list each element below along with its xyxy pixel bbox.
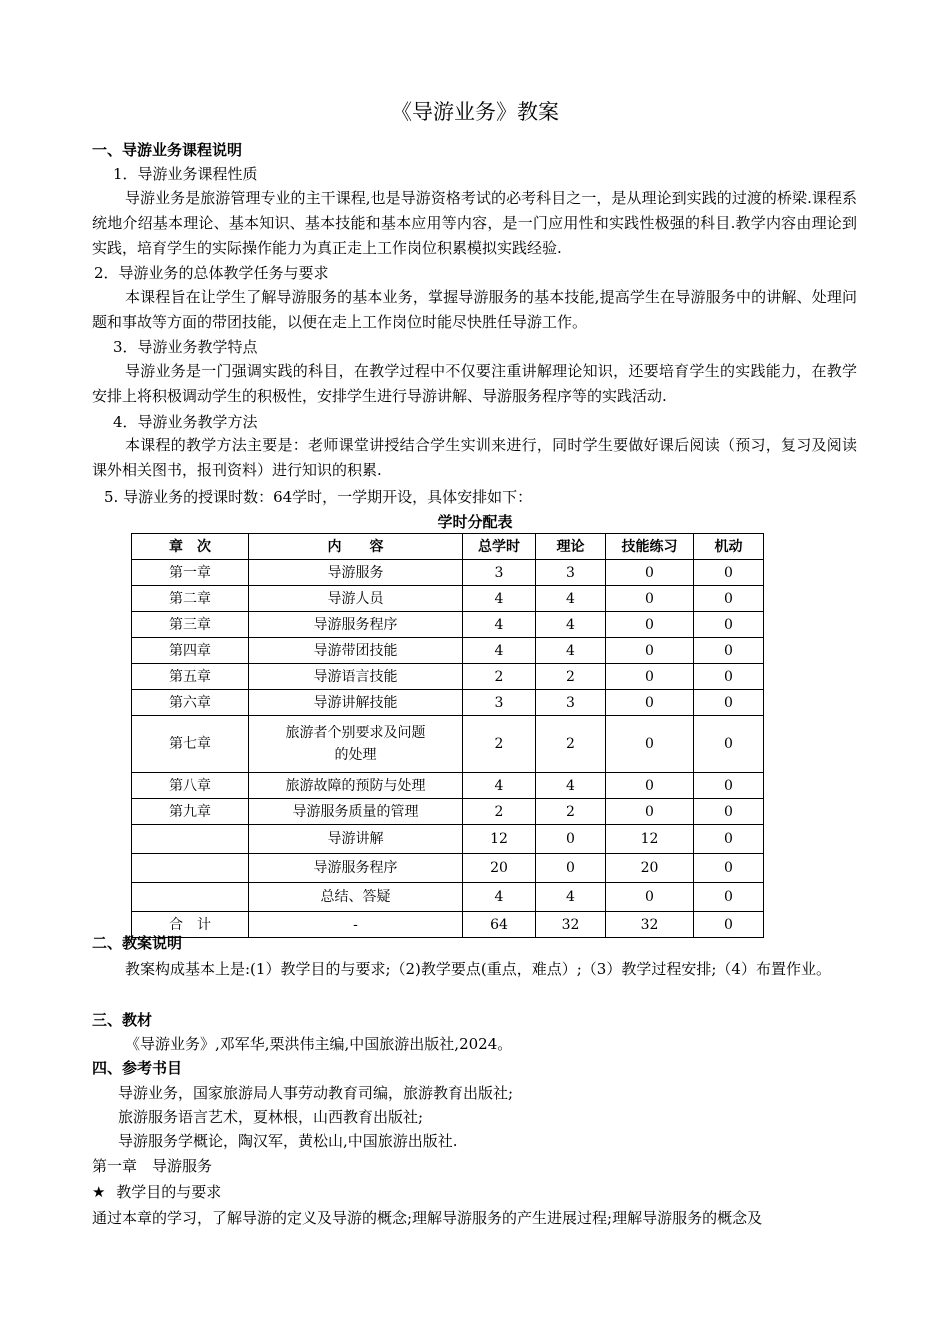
cell-practice: 0 (606, 664, 694, 690)
cell-practice: 0 (606, 773, 694, 799)
cell-flexible: 0 (694, 912, 764, 938)
cell-content: 导游服务 (249, 560, 463, 586)
cell-total: 2 (463, 664, 536, 690)
cell-total: 12 (463, 825, 536, 854)
subsection-4-text: 本课程的教学方法主要是：老师课堂讲授结合学生实训来进行，同时学生要做好课后阅读（预习，复习及阅读课外相关图书，报刊资料）进行知识的积累. (92, 436, 857, 479)
subsection-1-text: 导游业务是旅游管理专业的主干课程,也是导游资格考试的必考科目之一，是从理论到实践的过渡的桥梁.课程系统地介绍基本理论、基本知识、基本技能和基本应用等内容，是一门应用性和实践性极强的科目.教学内容由理论到实践，培育学生的实际操作能力为真正走上工作岗位积累模拟实践经验. (92, 189, 857, 257)
chapter-1-heading: 第一章 导游服务 (92, 1157, 213, 1175)
cell-total: 4 (463, 586, 536, 612)
table-row (132, 638, 764, 664)
subsection-3-text: 导游业务是一门强调实践的科目，在教学过程中不仅要注重讲解理论知识，还要培育学生的实践能力，在教学安排上将积极调动学生的积极性，安排学生进行导游讲解、导游服务程序等的实践活动. (92, 362, 857, 405)
cell-content: 旅游者个别要求及问题的处理 (249, 716, 463, 773)
hours-allocation-table (131, 533, 764, 938)
cell-flexible: 0 (694, 638, 764, 664)
cell-theory: 4 (536, 638, 606, 664)
cell-practice: 12 (606, 825, 694, 854)
cell-practice: 0 (606, 638, 694, 664)
table-row (132, 854, 764, 883)
cell-practice: 0 (606, 612, 694, 638)
cell-chapter (132, 825, 249, 854)
subsection-2-text: 本课程旨在让学生了解导游服务的基本业务，掌握导游服务的基本技能,提高学生在导游服务中的讲解、处理问题和事故等方面的带团技能，以便在走上工作岗位时能尽快胜任导游工作。 (92, 288, 857, 331)
cell-practice: 0 (606, 560, 694, 586)
cell-chapter: 第九章 (132, 799, 249, 825)
cell-flexible: 0 (694, 612, 764, 638)
cell-flexible: 0 (694, 773, 764, 799)
cell-content: - (249, 912, 463, 938)
table-total-row (132, 912, 764, 938)
cell-chapter: 合 计 (132, 912, 249, 938)
cell-total: 3 (463, 690, 536, 716)
section-4-heading: 四、参考书目 (92, 1059, 183, 1077)
table-caption: 学时分配表 (437, 513, 513, 531)
goal-text: 通过本章的学习，了解导游的定义及导游的概念;理解导游服务的产生进展过程;理解导游服务的概念及 (92, 1209, 763, 1227)
cell-content: 导游语言技能 (249, 664, 463, 690)
cell-chapter: 第八章 (132, 773, 249, 799)
cell-total: 4 (463, 883, 536, 912)
subsection-1-heading: 1．导游业务课程性质 (113, 165, 258, 183)
cell-total: 4 (463, 773, 536, 799)
cell-flexible: 0 (694, 799, 764, 825)
section-1-heading: 一、导游业务课程说明 (92, 141, 243, 159)
cell-flexible: 0 (694, 586, 764, 612)
cell-content: 导游讲解 (249, 825, 463, 854)
cell-theory: 4 (536, 586, 606, 612)
table-row (132, 690, 764, 716)
cell-practice: 32 (606, 912, 694, 938)
cell-chapter: 第二章 (132, 586, 249, 612)
reference-2: 旅游服务语言艺术，夏林根，山西教育出版社; (118, 1108, 424, 1126)
cell-content: 导游服务质量的管理 (249, 799, 463, 825)
cell-total: 4 (463, 612, 536, 638)
table-header-row (132, 534, 764, 560)
cell-content: 导游服务程序 (249, 854, 463, 883)
table-row (132, 664, 764, 690)
header-skill-practice: 技能练习 (606, 534, 694, 560)
cell-total: 64 (463, 912, 536, 938)
reference-3: 导游服务学概论，陶汉军，黄松山,中国旅游出版社. (118, 1132, 458, 1150)
cell-content: 旅游故障的预防与处理 (249, 773, 463, 799)
cell-total: 20 (463, 854, 536, 883)
cell-theory: 0 (536, 854, 606, 883)
table-row (132, 586, 764, 612)
header-chapter: 章 次 (132, 534, 249, 560)
cell-chapter: 第七章 (132, 716, 249, 773)
header-content: 内 容 (249, 534, 463, 560)
cell-flexible: 0 (694, 854, 764, 883)
table-row (132, 773, 764, 799)
cell-theory: 32 (536, 912, 606, 938)
cell-content: 导游讲解技能 (249, 690, 463, 716)
cell-theory: 3 (536, 560, 606, 586)
table-row (132, 716, 764, 773)
cell-flexible: 0 (694, 883, 764, 912)
cell-chapter: 第五章 (132, 664, 249, 690)
cell-chapter: 第六章 (132, 690, 249, 716)
cell-total: 2 (463, 716, 536, 773)
cell-practice: 0 (606, 716, 694, 773)
cell-practice: 0 (606, 883, 694, 912)
subsection-3-heading: 3．导游业务教学特点 (113, 338, 258, 356)
cell-flexible: 0 (694, 690, 764, 716)
cell-theory: 2 (536, 716, 606, 773)
subsection-5-text: 5. 导游业务的授课时数：64学时，一学期开设，具体安排如下： (104, 488, 533, 506)
table-row (132, 799, 764, 825)
cell-content: 导游带团技能 (249, 638, 463, 664)
cell-content: 总结、答疑 (249, 883, 463, 912)
table-row (132, 560, 764, 586)
cell-theory: 4 (536, 883, 606, 912)
cell-practice: 0 (606, 690, 694, 716)
cell-practice: 20 (606, 854, 694, 883)
cell-total: 3 (463, 560, 536, 586)
cell-content: 导游人员 (249, 586, 463, 612)
cell-content: 导游服务程序 (249, 612, 463, 638)
cell-theory: 0 (536, 825, 606, 854)
star-icon: ★ (92, 1183, 106, 1201)
cell-chapter: 第三章 (132, 612, 249, 638)
section-2-text: 教案构成基本上是:(1）教学目的与要求;（2)教学要点(重点，难点）;（3）教学过程安排;（4）布置作业。 (125, 960, 831, 978)
header-theory: 理论 (536, 534, 606, 560)
cell-theory: 4 (536, 612, 606, 638)
cell-chapter (132, 883, 249, 912)
table-row (132, 883, 764, 912)
cell-theory: 2 (536, 799, 606, 825)
reference-1: 导游业务，国家旅游局人事劳动教育司编，旅游教育出版社; (118, 1084, 514, 1102)
cell-chapter: 第一章 (132, 560, 249, 586)
section-3-heading: 三、教材 (92, 1011, 153, 1029)
table-row (132, 612, 764, 638)
cell-flexible: 0 (694, 825, 764, 854)
table-row (132, 825, 764, 854)
goal-heading: 教学目的与要求 (116, 1183, 222, 1201)
cell-total: 4 (463, 638, 536, 664)
cell-chapter: 第四章 (132, 638, 249, 664)
cell-theory: 4 (536, 773, 606, 799)
subsection-4-heading: 4．导游业务教学方法 (113, 413, 258, 431)
header-total-hours: 总学时 (463, 534, 536, 560)
cell-practice: 0 (606, 799, 694, 825)
cell-flexible: 0 (694, 664, 764, 690)
section-3-text: 《导游业务》,邓军华,栗洪伟主编,中国旅游出版社,2024。 (125, 1035, 513, 1053)
cell-chapter (132, 854, 249, 883)
cell-flexible: 0 (694, 716, 764, 773)
section-2-heading: 二、教案说明 (92, 934, 183, 952)
goal-line (92, 1181, 221, 1203)
cell-theory: 2 (536, 664, 606, 690)
header-flexible: 机动 (694, 534, 764, 560)
document-title: 《导游业务》教案 (391, 100, 559, 124)
cell-total: 2 (463, 799, 536, 825)
cell-practice: 0 (606, 586, 694, 612)
cell-flexible: 0 (694, 560, 764, 586)
subsection-2-heading: 2．导游业务的总体教学任务与要求 (94, 264, 329, 282)
cell-theory: 3 (536, 690, 606, 716)
